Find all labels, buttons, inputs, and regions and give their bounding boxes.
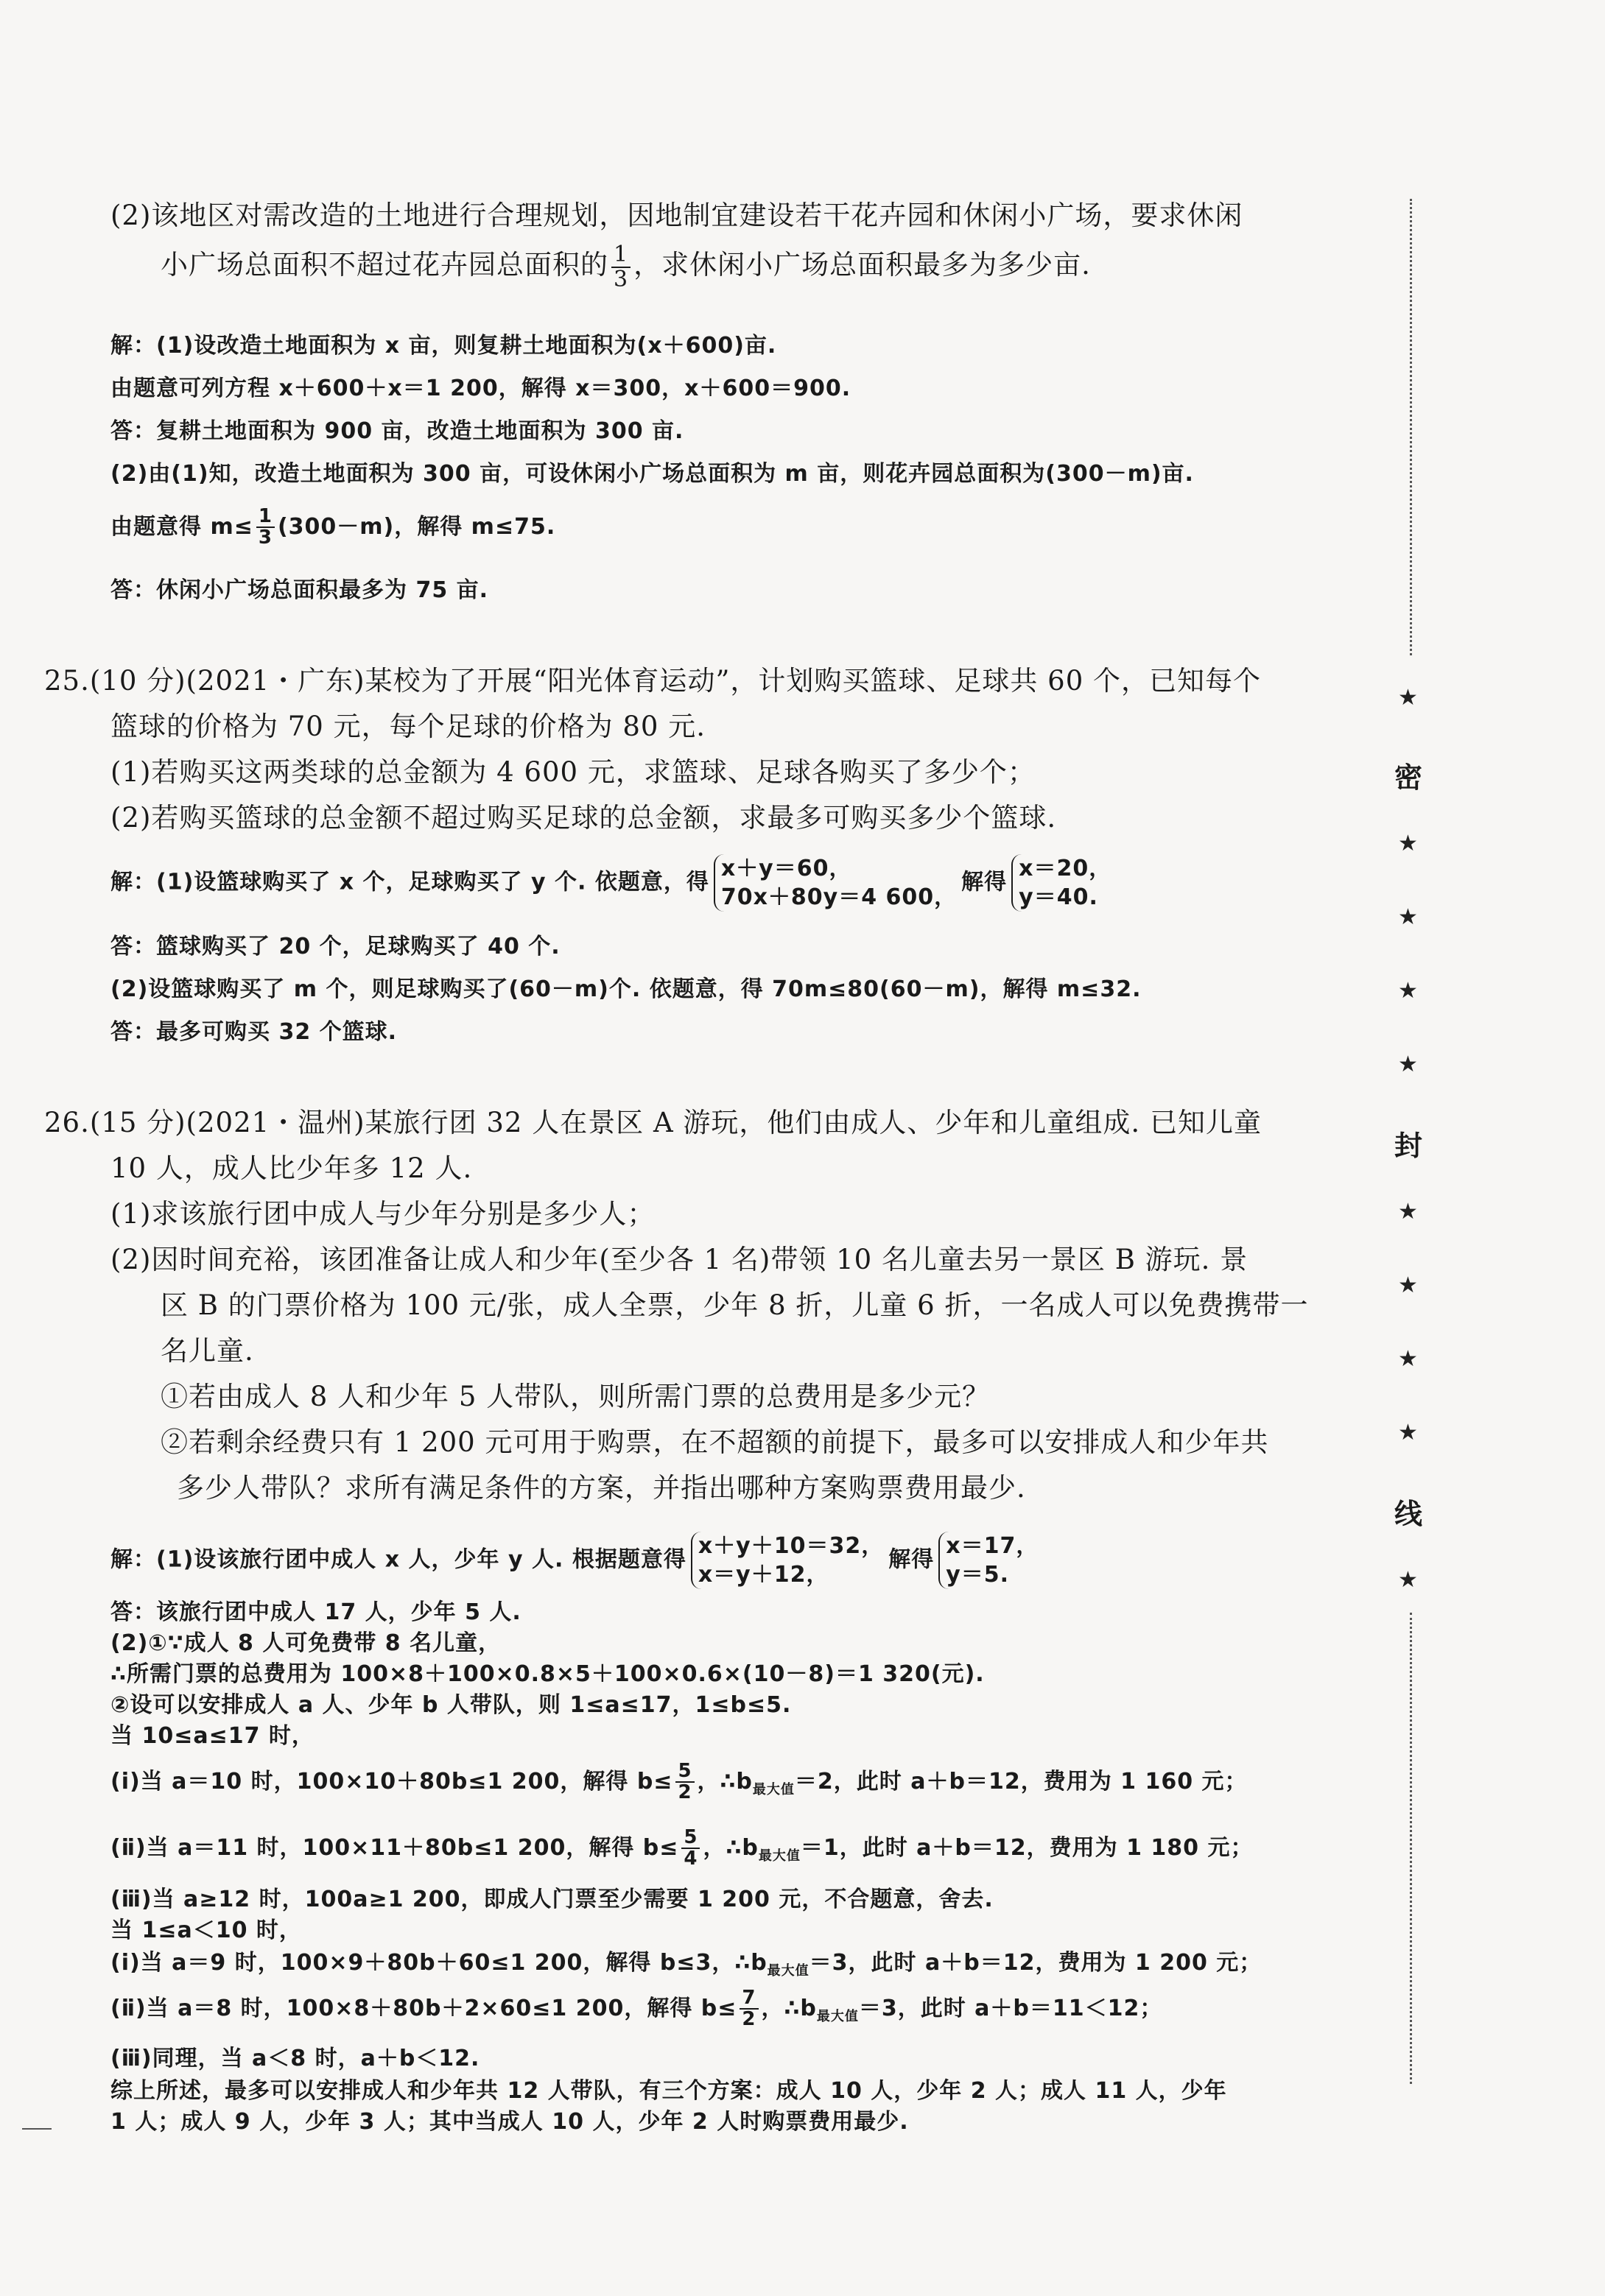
q26-line9: 多少人带队？求所有满足条件的方案，并指出哪种方案购票费用最少. xyxy=(177,1472,1026,1504)
q26-line3: (1)求该旅行团中成人与少年分别是多少人； xyxy=(110,1198,656,1230)
q26-line6: 名儿童. xyxy=(161,1335,254,1367)
star-icon: ★ xyxy=(1398,1346,1418,1372)
sol25-line3: (2)设篮球购买了 m 个，则足球购买了(60－m)个. 依题意，得 70m≤80(60－m)，解得 m≤32. xyxy=(110,976,1142,1002)
q25-line1: 25.(10 分)(2021・广东)某校为了开展“阳光体育运动”，计划购买篮球、足球共 60 个，已知每个 xyxy=(44,665,1262,697)
sol26-line11: (ⅰ)当 a＝9 时，100×9＋80b＋60≤1 200，解得 b≤3，$\therefore b_{最大值}=3$，此时 a＋b＝12，费用为 1 200 元； xyxy=(110,1950,1262,1979)
star-icon: ★ xyxy=(1398,1420,1418,1445)
sol24-line1: 解：(1)设改造土地面积为 x 亩，则复耕土地面积为(x＋600)亩. xyxy=(110,333,777,359)
fraction: $\frac{5}{4}$ xyxy=(681,1828,700,1870)
seal-dotted-line xyxy=(1410,199,1412,655)
equation-system-solution: x＝20， y＝40. xyxy=(1011,854,1111,912)
q25-line3: (1)若购买这两类球的总金额为 4 600 元，求篮球、足球各购买了多少个； xyxy=(110,756,1036,788)
star-icon: ★ xyxy=(1398,685,1418,711)
sol26-line4: ∴所需门票的总费用为 100×8＋100×0.8×5＋100×0.6×(10－8)＝1 320(元). xyxy=(110,1661,985,1687)
sol26-line12: (ⅱ)当 a＝8 时，100×8＋80b＋2×60≤1 200，解得 b≤ $\frac{7}{2}$ ，$\therefore b_{最大值}=3$，此时 a＋b＝11＜12； xyxy=(110,1987,1163,2031)
fraction: $\frac{1}{3}$ xyxy=(611,243,631,291)
sol25-line2: 答：篮球购买了 20 个，足球购买了 40 个. xyxy=(110,934,561,959)
equation-system: x＋y＋10＝32， x＝y＋12， xyxy=(691,1532,884,1589)
fraction: $\frac{1}{3}$ xyxy=(256,507,275,549)
fraction: $\frac{5}{2}$ xyxy=(675,1761,694,1803)
q26-line4: (2)因时间充裕，该团准备让成人和少年(至少各 1 名)带领 10 名儿童去另一景区 B 游玩. 景 xyxy=(110,1244,1248,1275)
q26-line5: 区 B 的门票价格为 100 元/张，成人全票，少年 8 折，儿童 6 折，一名成人可以免费携带一 xyxy=(161,1289,1309,1321)
seal-char-xian: 线 xyxy=(1394,1497,1423,1530)
sol25-answer: 答：最多可购买 32 个篮球. xyxy=(110,1019,398,1045)
star-icon: ★ xyxy=(1398,831,1418,856)
q24-part2-line1: (2)该地区对需改造的土地进行合理规划，因地制宜建设若干花卉园和休闲小广场，要求休闲 xyxy=(110,200,1243,231)
q26-line7: ①若由成人 8 人和少年 5 人带队，则所需门票的总费用是多少元？ xyxy=(161,1381,991,1412)
sol26-line2: 答：该旅行团中成人 17 人，少年 5 人. xyxy=(110,1599,521,1625)
sol26-line9: (ⅲ)当 a≥12 时，100a≥1 200，即成人门票至少需要 1 200 元，不合题意，舍去. xyxy=(110,1887,994,1912)
equation-system-solution: x＝17， y＝5. xyxy=(938,1532,1039,1589)
q25-line2: 篮球的价格为 70 元，每个足球的价格为 80 元. xyxy=(110,711,706,742)
star-icon: ★ xyxy=(1398,1199,1418,1225)
seal-dotted-line xyxy=(1410,1613,1412,2084)
q26-line8: ②若剩余经费只有 1 200 元可用于购票，在不超额的前提下，最多可以安排成人和少年共 xyxy=(161,1426,1269,1458)
sol24-line3: 答：复耕土地面积为 900 亩，改造土地面积为 300 亩. xyxy=(110,418,684,444)
sol25-line1: 解：(1)设篮球购买了 x 个，足球购买了 y 个. 依题意，得 x＋y＝60， 70x＋80y＝4 600， 解得 x＝20， y＝40. xyxy=(110,856,1112,910)
page-edge-mark xyxy=(22,2128,52,2130)
sol26-line13: (ⅲ)同理，当 a＜8 时，a＋b＜12. xyxy=(110,2046,480,2071)
star-icon: ★ xyxy=(1398,904,1418,930)
seal-char-feng: 封 xyxy=(1394,1129,1423,1162)
q24-part2-line2: 小广场总面积不超过花卉园总面积的 $\frac{1}{3}$ ，求休闲小广场总面积最多为多少亩. xyxy=(161,242,1091,292)
sol24-line2: 由题意可列方程 x＋600＋x＝1 200，解得 x＝300，x＋600＝900. xyxy=(110,376,851,401)
star-icon: ★ xyxy=(1398,1567,1418,1593)
sol26-line14: 综上所述，最多可以安排成人和少年共 12 人带队，有三个方案：成人 10 人，少年 2 人；成人 11 人，少年 xyxy=(110,2078,1227,2104)
sol24-line5: 由题意得 m≤ $\frac{1}{3}$ (300－m)，解得 m≤75. xyxy=(110,505,556,549)
seal-char-mi: 密 xyxy=(1394,761,1423,794)
sol26-line1: 解：(1)设该旅行团中成人 x 人，少年 y 人. 根据题意得 x＋y＋10＝32， x＝y＋12， 解得 x＝17， y＝5. xyxy=(110,1533,1039,1588)
q26-line2: 10 人，成人比少年多 12 人. xyxy=(110,1152,473,1184)
star-icon: ★ xyxy=(1398,978,1418,1004)
sol26-line15: 1 人；成人 9 人，少年 3 人；其中当成人 10 人，少年 2 人时购票费用最少. xyxy=(110,2109,909,2135)
sol24-answer: 答：休闲小广场总面积最多为 75 亩. xyxy=(110,577,489,603)
sol26-line7: (ⅰ)当 a＝10 时，100×10＋80b≤1 200，解得 b≤ $\frac{5}{2}$ ，$\therefore b_{最大值}=2$，此时 a＋b＝12，费用为 1 160 元； xyxy=(110,1760,1248,1804)
q26-line1: 26.(15 分)(2021・温州)某旅行团 32 人在景区 A 游玩，他们由成人、少年和儿童组成. 已知儿童 xyxy=(44,1107,1262,1138)
q25-line4: (2)若购买篮球的总金额不超过购买足球的总金额，求最多可购买多少个篮球. xyxy=(110,802,1057,834)
equation-system: x＋y＝60， 70x＋80y＝4 600， xyxy=(714,854,957,912)
sol26-line8: (ⅱ)当 a＝11 时，100×11＋80b≤1 200，解得 b≤ $\frac{5}{4}$ ，$\therefore b_{最大值}=1$，此时 a＋b＝12，费用为 1 180 元； xyxy=(110,1826,1254,1870)
star-icon: ★ xyxy=(1398,1272,1418,1298)
sol26-line6: 当 10≤a≤17 时， xyxy=(110,1723,315,1749)
sol26-line3: (2)①∵成人 8 人可免费带 8 名儿童， xyxy=(110,1630,502,1656)
fraction: $\frac{7}{2}$ xyxy=(740,1988,758,2030)
sol26-line10: 当 1≤a＜10 时， xyxy=(110,1918,302,1943)
sol26-line5: ②设可以安排成人 a 人、少年 b 人带队，则 1≤a≤17，1≤b≤5. xyxy=(110,1692,792,1718)
star-icon: ★ xyxy=(1398,1052,1418,1077)
sol24-line4: (2)由(1)知，改造土地面积为 300 亩，可设休闲小广场总面积为 m 亩，则花卉园总面积为(300－m)亩. xyxy=(110,461,1194,487)
